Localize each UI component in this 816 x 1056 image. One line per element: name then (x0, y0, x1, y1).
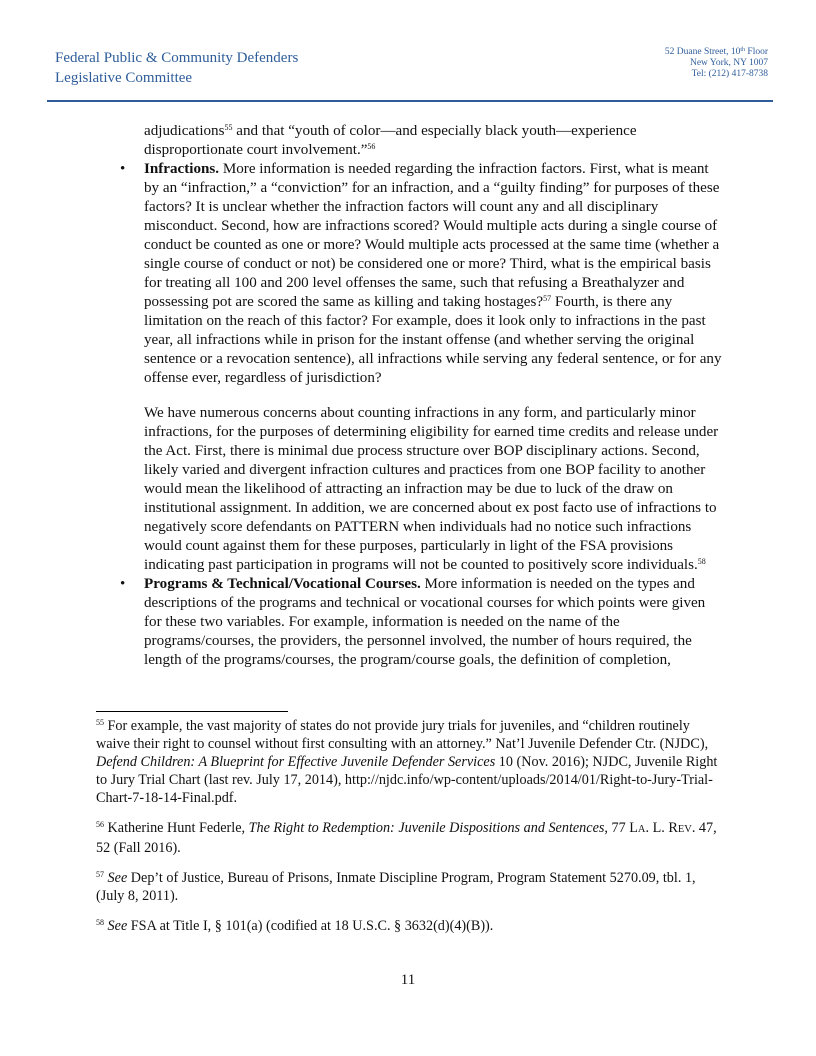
letterhead-address (665, 47, 768, 80)
footnote-56: $^{56}$ Katherine Hunt Federle, The Right to Redemption: Juvenile Dispositions and Sentences, 77 LA. L. REV. 47, 52 (Fall 2016). (96, 820, 717, 856)
page-number: 11 (400, 972, 416, 988)
footnotes (96, 717, 722, 947)
body-text (120, 122, 724, 670)
footnote-ref-57[interactable]: 57 (543, 294, 552, 303)
footnote-ref-55[interactable]: 55 (224, 123, 233, 132)
city-line: New York, NY 1007 (689, 58, 768, 68)
bullet-infractions: • Infractions. More information is needed regarding the infraction factors. First, what is meant by an “infraction,” a “conviction” for an infraction, and a “guilty finding” for purposes of these factors? It is unclear whether the infraction factors will count any and all disciplinary misconduct. Second, how are infractions scored? Would multiple acts during a single course of conduct be counted as one or more? Would multiple acts processed at the same time (whether a single course of conduct or not) be considered one or more? Third, what is the empirical basis for treating all 100 and 200 level offenses the same, such that refusing a Breathalyzer and possessing pot are scored the same as killing and taking hostages?$^{57}$ Fourth, is there any limitation on the reach of this factor? For example, does it look only to infractions in the past year, all infractions while in prison for the instant offense (and whether serving the original sentence or a revocation sentence), all infractions while serving any federal sentence, or for any offense ever, regardless of jurisdiction? We have numerous concerns about counting infractions in any form, and particularly minor infractions, for the purposes of determining eligibility for earned time credits and release under the Act. First, there is minimal due process structure over BOP disciplinary actions. Second, likely varied and divergent infraction cultures and practices from one BOP facility to another would mean the likelihood of attracting an infraction may be due to luck of the draw on institutional assignment. In addition, we are concerned about ex post facto use of infractions to negatively score defendants on PATTERN when individuals had no notice such infractions would count against them for these purposes, particularly in light of the FSA provisions indicating past participation in programs will not be counted to positively score individuals.$^{58}$ (144, 160, 724, 575)
footnote-separator (96, 711, 288, 712)
letterhead-organization (55, 48, 298, 88)
footnote-57: $^{57}$ See Dep’t of Justice, Bureau of Prisons, Inmate Discipline Program, Program Statement 5270.09, tbl. 1, (July 8, 2011). (96, 870, 696, 904)
footnote-58: $^{58}$ See FSA at Title I, § 101(a) (codified at 18 U.S.C. § 3632(d)(4)(B)). (96, 918, 494, 934)
header-divider (47, 100, 773, 102)
continued-paragraph: adjudications$^{55}$ and that “youth of color—and especially black youth—experience disproportionate court involvement.”$^{56}$ (144, 123, 637, 158)
footnote-55: $^{55}$ For example, the vast majority of states do not provide jury trials for juveniles, and “children routinely waive their right to counsel without first consulting with an attorney.” Nat’l Juvenile Defender Ctr. (NJDC), Defend Children: A Blueprint for Effective Juvenile Defender Services 10 (Nov. 2016); NJDC, Juvenile Right to Jury Trial Chart (last rev. July 17, 2014), http://njdc.info/wp-content/uploads/2014/01/Right-to-Jury-Trial-Chart-7-18-14-Final.pdf. (96, 718, 718, 806)
bullet-programs: • Programs & Technical/Vocational Courses. More information is needed on the types and descriptions of the programs and technical or vocational courses for which points were given for these two variables. For example, information is needed on the name of the programs/courses, the providers, the personnel involved, the number of hours required, the length of the programs/courses, the program/course goals, the definition of completion, (120, 576, 706, 668)
bullet-marker: • (120, 161, 126, 177)
telephone: Tel: (212) 417-8738 (691, 69, 768, 79)
infractions-heading: Infractions. (144, 161, 220, 177)
footnote-ref-56[interactable]: 56 (367, 142, 376, 151)
footnote-ref-58[interactable]: 58 (697, 557, 706, 566)
committee-name: Legislative Committee (55, 70, 193, 86)
programs-heading: Programs & Technical/Vocational Courses. (144, 576, 421, 592)
org-name: Federal Public & Community Defenders (55, 50, 299, 66)
street-address: 52 Duane Street, 10th Floor (664, 47, 768, 57)
bullet-marker: • (120, 576, 126, 592)
infractions-concerns-paragraph: We have numerous concerns about counting infractions in any form, and particularly minor infractions, for the purposes of determining eligibility for earned time credits and release under the Act. First, there is minimal due process structure over BOP disciplinary actions. Second, likely varied and divergent infraction cultures and practices from one BOP facility to another would mean the likelihood of attracting an infraction may be due to luck of the draw on institutional assignment. In addition, we are concerned about ex post facto use of infractions to negatively score defendants on PATTERN when individuals had no notice such infractions would count against them for these purposes, particularly in light of the FSA provisions indicating past participation in programs will not be counted to positively score individuals.$^{58}$ (144, 405, 719, 573)
